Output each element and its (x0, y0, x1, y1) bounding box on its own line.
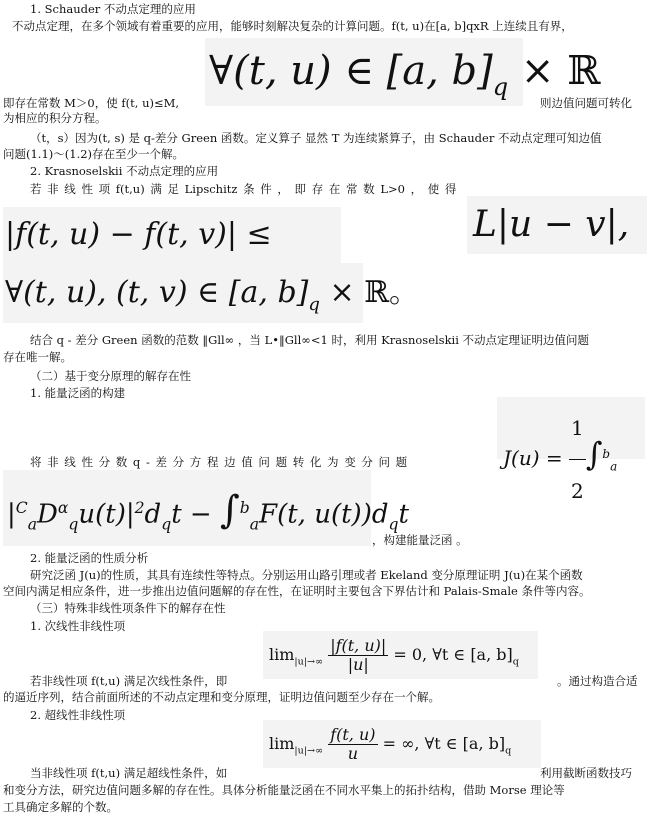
equation-domain-qR: ∀(t, u) ∈ [a, $b]_q$ × ℝ (205, 38, 523, 106)
paragraph-line: 则边值问题可转化 (540, 96, 632, 110)
paragraph-line: 当非线性项 f(t,u) 满足超线性条件，如 (30, 766, 228, 780)
paragraph-line: ，构建能量泛函 。 (372, 533, 468, 547)
paragraph-line: 工具确定多解的个数。 (3, 800, 118, 814)
paragraph-line: 存在唯一解。 (3, 350, 72, 364)
section-heading-special-nonlinear: （三）特殊非线性项条件下的解存在性 (30, 601, 226, 615)
equation-lipschitz-domain: ∀(t, u), (t, v) ∈ [a, $b]_q$ × ℝ。 (3, 263, 363, 323)
equation-lipschitz-rhs: L|u − v|, (467, 196, 647, 254)
section-heading-variational: （二）基于变分原理的解存在性 (30, 369, 191, 383)
equation-energy-functional: J(u) = $\frac{1}{2}$ ∫$^b_a$ (497, 397, 645, 459)
section-heading-krasnoselskii: 2. Krasnoselskii 不动点定理的应用 (30, 164, 219, 178)
paragraph-line: 即存在常数 M＞0，使 f(t, u)≤M, (3, 96, 180, 110)
paragraph-line: 问题(1.1)～(1.2)存在至少一个解。 (3, 147, 185, 161)
paragraph-line: 若非线性项 f(t,u) 满足次线性条件，即 (30, 674, 228, 688)
paragraph-line: 和变分方法，研究边值问题多解的存在性。具体分析能量泛函在不同水平集上的拓扑结构，借助 Morse 理论等 (3, 783, 565, 797)
paragraph-line: 研究泛函 J(u)的性质，其具有连续性等特点。分别运用山路引理或者 Ekeland 变分原理证明 J(u)在某个函数 (30, 568, 583, 582)
section-heading-schauder: 1. Schauder 不动点定理的应用 (30, 2, 196, 16)
paragraph-line: 利用截断函数技巧 (540, 766, 632, 780)
paragraph-line: 空间内满足相应条件，进一步推出边值问题解的存在性，在证明时主要包含下界估计和 Palais-Smale 条件等内容。 (3, 584, 591, 598)
paragraph-line: （t，s）因为(t, s) 是 q-差分 Green 函数。定义算子 显然 T 为连续紧算子，由 Schauder 不动点定理可知边值 (30, 131, 602, 145)
equation-energy-integrand: $|^C_aD^\alpha_qu(t)|^2d_qt - \int^b_aF(t$, $u(t))d_qt$ (3, 470, 371, 546)
paragraph-line: 不动点定理，在多个领域有着重要的应用，能够时刻解决复杂的计算问题。f(t, u)在[a, b]qxR 上连续且有界， (12, 19, 573, 33)
section-heading-superlinear: 2. 超线性非线性项 (30, 708, 126, 722)
equation-superlinear-limit: $\lim_{|u|\to\infty}$ $\frac{f(t, u)}{u}$ = ∞, ∀t ∈ [a, $b]_q$ (263, 720, 541, 768)
paragraph-line: 结合 q - 差分 Green 函数的范数 ‖Gll∞ ，当 L•‖Gll∞<1 时，利用 Krasnoselskii 不动点定理证明边值问题 (30, 333, 590, 347)
section-heading-properties: 2. 能量泛函的性质分析 (30, 551, 149, 565)
paragraph-line: 的逼近序列，结合前面所述的不动点定理和变分原理，证明边值问题至少存在一个解。 (3, 690, 440, 704)
paragraph-line: 为相应的积分方程。 (3, 111, 107, 125)
section-heading-sublinear: 1. 次线性非线性项 (30, 619, 126, 633)
paragraph-line: 。通过构造合适 (557, 674, 638, 688)
section-heading-energy-functional: 1. 能量泛函的构建 (30, 386, 126, 400)
paragraph-line: 若 非 线 性 项 f(t,u) 满 足 Lipschitz 条 件 ， 即 存 在 常 数 L>0 ， 使 得 (30, 182, 457, 196)
equation-lipschitz-lhs: |f(t, u) − f(t, v)| ≤ (3, 207, 341, 263)
paragraph-line: 将 非 线 性 分 数 q - 差 分 方 程 边 值 问 题 转 化 为 变 分 问 题 (30, 455, 408, 469)
equation-sublinear-limit: $\lim_{|u|\to\infty}$ $\frac{|f(t, u)|}{|u|}$ = 0, ∀t ∈ [a, $b]_q$ (263, 631, 538, 679)
